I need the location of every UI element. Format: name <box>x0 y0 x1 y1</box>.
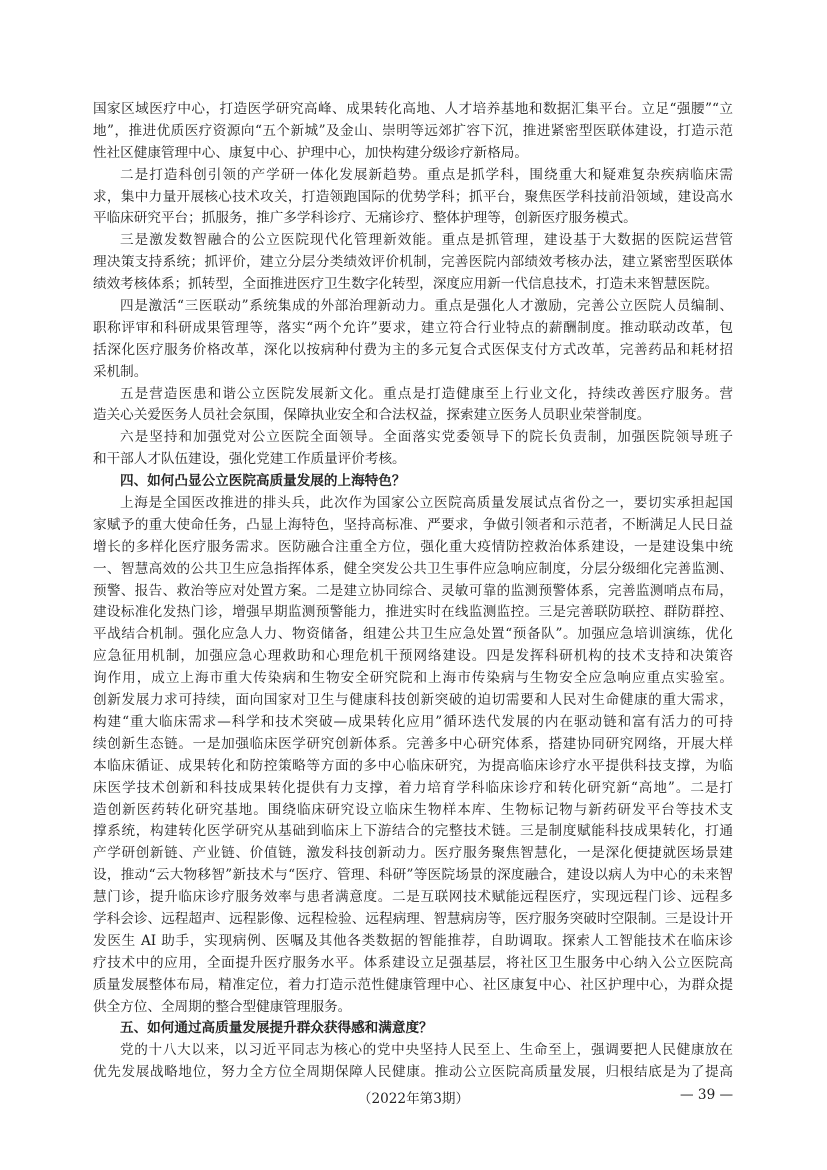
text-line: 质量发展整体布局，精准定位，着力打造示范性健康管理中心、社区康复中心、社区护理中心，为群众提 <box>93 976 733 993</box>
text-line: 撑系统，构建转化医学研究从基础到临床上下游结合的完整技术链。三是制度赋能科技成果转化，打通 <box>93 823 733 840</box>
text-line: 增长的多样化医疗服务需求。医防融合注重全方位，强化重大疫情防控救治体系建设，一是建设集中统 <box>93 538 733 555</box>
section-heading <box>93 1018 733 1040</box>
text-line: 上海是全国医改推进的排头兵，此次作为国家公立医院高质量发展试点省份之一，要切实承担起国 <box>120 495 733 512</box>
text-line: 创新发展力求可持续，面向国家对卫生与健康科技创新突破的迫切需要和人民对生命健康的重大需求， <box>93 692 733 709</box>
text-line: 一、智慧高效的公共卫生应急指挥体系，健全突发公共卫生事件应急响应制度，分层分级细化完善监测、 <box>93 560 733 577</box>
text-line: 党的十八大以来，以习近平同志为核心的党中央坚持人民至上、生命至上，强调要把人民健康放在 <box>120 1042 733 1059</box>
text-line: 供全方位、全周期的整合型健康管理服务。 <box>93 998 352 1015</box>
text-line: 地”，推进优质医疗资源向“五个新城”及金山、崇明等远郊扩容下沉，推进紧密型医联体建设，打造示范 <box>93 122 733 139</box>
paragraph <box>93 99 733 165</box>
text-line: 造创新医药转化研究基地。围绕临床研究设立临床生物样本库、生物标记物与新药研发平台等技术支 <box>93 801 733 818</box>
paragraph <box>93 493 733 1018</box>
text-line: 理决策支持系统；抓评价，建立分层分类绩效评价机制，完善医院内部绩效考核办法，建立紧密型医联体 <box>93 254 733 271</box>
text-line: 性社区健康管理中心、康复中心、护理中心，加快构建分级诊疗新格局。 <box>93 144 528 161</box>
document-body <box>93 99 733 1084</box>
text-line: 六是坚持和加强党对公立医院全面领导。全面落实党委领导下的院长负责制，加强医院领导班子 <box>120 429 733 446</box>
text-line: 家赋予的重大使命任务，凸显上海特色，坚持高标准、严要求，争做引领者和示范者，不断满足人民日益 <box>93 516 733 533</box>
text-line: 建设标准化发热门诊，增强早期监测预警能力，推进实时在线监测监控。三是完善联防联控、群防群控、 <box>93 604 733 621</box>
text-line: 询作用，成立上海市重大传染病和生物安全研究院和上海市传染病与生物安全应急响应重点实验室。 <box>93 670 733 687</box>
text-line: 采机制。 <box>93 363 148 380</box>
paragraph <box>93 296 733 384</box>
text-line: 平临床研究平台；抓服务，推广多学科诊疗、无痛诊疗、整体护理等，创新医疗服务模式。 <box>93 210 637 227</box>
text-line: 五、如何通过高质量发展提升群众获得感和满意度？ <box>120 1020 433 1037</box>
text-line: 五是营造医患和谐公立医院发展新文化。重点是打造健康至上行业文化，持续改善医疗服务。营 <box>120 385 733 402</box>
page-number: — 39 — <box>680 1087 734 1103</box>
text-line: 三是激发数智融合的公立医院现代化管理新效能。重点是抓管理，建设基于大数据的医院运营管 <box>120 232 733 249</box>
text-line: 平战结合机制。强化应急人力、物资储备，组建公共卫生应急处置“预备队”。加强应急培训演练，优化 <box>93 626 733 643</box>
footer-issue: （2022年第3期） <box>357 1091 470 1107</box>
paragraph <box>93 165 733 231</box>
text-line: 绩效考核体系；抓转型，全面推进医疗卫生数字化转型，深度应用新一代信息技术，打造未来智慧医院。 <box>93 276 719 293</box>
paragraph <box>93 1040 733 1084</box>
text-line: 四、如何凸显公立医院高质量发展的上海特色？ <box>120 473 406 490</box>
text-line: 优先发展战略地位，努力全方位全周期保障人民健康。推动公立医院高质量发展，归根结底是为了提高 <box>93 1064 733 1081</box>
text-line: 续创新生态链。一是加强临床医学研究创新体系。完善多中心研究体系，搭建协同研究网络，开展大样 <box>93 735 733 752</box>
text-line: 造关心关爱医务人员社会氛围，保障执业安全和合法权益，探索建立医务人员职业荣誉制度。 <box>93 407 651 424</box>
text-line: 疗技术中的应用，全面提升医疗服务水平。体系建设立足强基层，将社区卫生服务中心纳入公立医院高 <box>93 954 733 971</box>
text-line: 产学研创新链、产业链、价值链，激发科技创新动力。医疗服务聚焦智慧化，一是深化便捷就医场景建 <box>93 845 733 862</box>
text-line: 本临床循证、成果转化和防控策略等方面的多中心临床研究，为提高临床诊疗水平提供科技支撑，为临 <box>93 757 733 774</box>
text-line: 应急征用机制，加强应急心理救助和心理危机干预网络建设。四是发挥科研机构的技术支持和决策咨 <box>93 648 733 665</box>
text-line: 二是打造科创引领的产学研一体化发展新趋势。重点是抓学科，围绕重大和疑难复杂疾病临床需 <box>120 166 733 183</box>
text-line: 慧门诊，提升临床诊疗服务效率与患者满意度。二是互联网技术赋能远程医疗，实现远程门诊、远程多 <box>93 889 733 906</box>
text-line: 括深化医疗服务价格改革，深化以按病种付费为主的多元复合式医保支付方式改革，完善药品和耗材招 <box>93 341 733 358</box>
text-line: 学科会诊、远程超声、远程影像、远程检验、远程病理、智慧病房等，医疗服务突破时空限制。三是设计开 <box>93 910 733 927</box>
paragraph <box>93 384 733 428</box>
text-line: 职称评审和科研成果管理等，落实“两个允许”要求，建立符合行业特点的薪酬制度。推动联动改革，包 <box>93 319 733 336</box>
text-line: 和干部人才队伍建设，强化党建工作质量评价考核。 <box>93 451 406 468</box>
paragraph <box>93 230 733 296</box>
text-line: 预警、报告、救治等应对处置方案。二是建立协同综合、灵敏可靠的监测预警体系，完善监测哨点布局， <box>93 582 733 599</box>
text-line: 设，推动“云大物移智”新技术与“医疗、管理、科研”等医院场景的深度融合，建设以病人为中心的未来智 <box>93 867 733 884</box>
text-line: 床医学技术创新和科技成果转化提供有力支撑，着力培育学科临床诊疗和转化研究新“高地”。二是打 <box>93 779 733 796</box>
text-line: 四是激活“三医联动”系统集成的外部治理新动力。重点是强化人才激励，完善公立医院人员编制、 <box>120 298 733 315</box>
text-line: 求，集中力量开展核心技术攻关，打造领跑国际的优势学科；抓平台，聚焦医学科技前沿领域，建设高水 <box>93 188 733 205</box>
text-line: 国家区域医疗中心，打造医学研究高峰、成果转化高地、人才培养基地和数据汇集平台。立足“强腰”“立 <box>93 101 733 117</box>
paragraph <box>93 427 733 471</box>
section-heading <box>93 471 733 493</box>
text-line: 发医生 AI 助手，实现病例、医嘱及其他各类数据的智能推荐，自助调取。探索人工智能技术在临床诊 <box>93 932 733 949</box>
text-line: 构建“重大临床需求—科学和技术突破—成果转化应用”循环迭代发展的内在驱动链和富有活力的可持 <box>93 713 733 730</box>
